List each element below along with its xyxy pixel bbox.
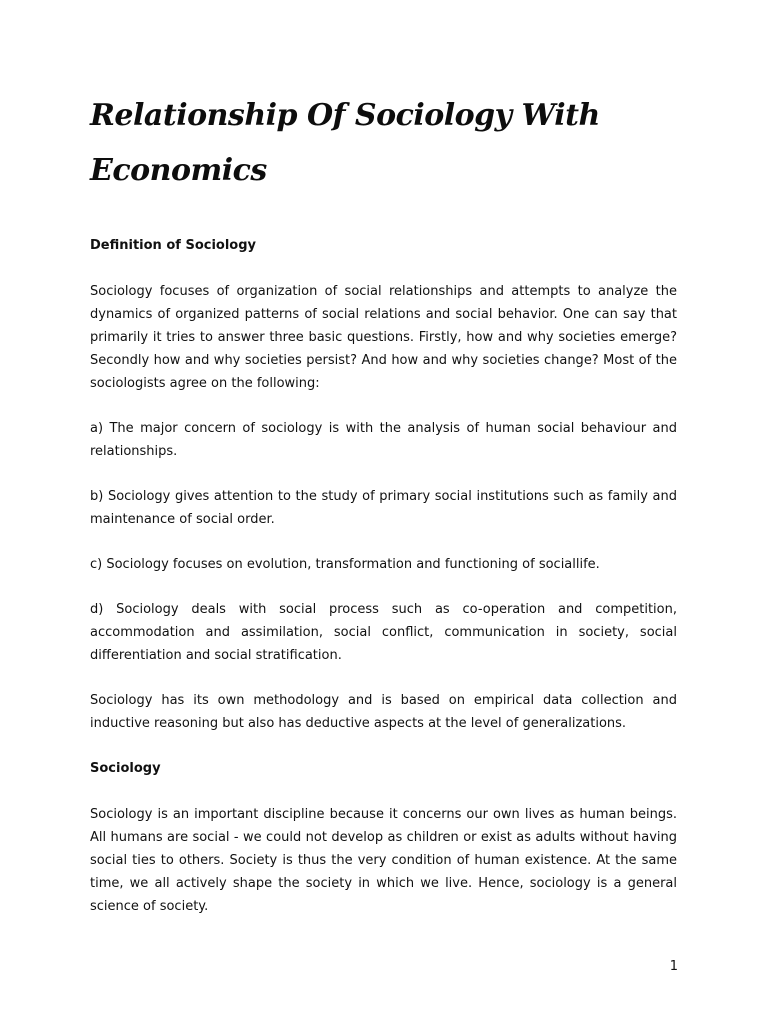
paragraph-methodology: Sociology has its own methodology and is based on empirical data collection and inductive reasoning but also has deductive aspects at the level of generalizations. (90, 693, 677, 731)
section-heading-definition: Definition of Sociology (90, 238, 257, 253)
section-heading-sociology: Sociology (90, 761, 161, 776)
paragraph-point-c: c) Sociology focuses on evolution, transformation and functioning of sociallife. (90, 557, 600, 572)
document-title: Relationship Of Sociology With Economics (90, 98, 600, 188)
paragraph-point-d: d) Sociology deals with social process such as co-operation and competition, accommodation and assimilation, social conflict, communication in society, social differentiation and social stratification. (90, 602, 677, 663)
paragraph-point-a: a) The major concern of sociology is with the analysis of human social behaviour and relationships. (90, 421, 677, 459)
paragraph-sociology-importance: Sociology is an important discipline because it concerns our own lives as human beings. All humans are social - we could not develop as children or exist as adults without having social ties to others. Society is thus the very condition of human existence. At the same time, we all actively shape the society in which we live. Hence, sociology is a general science of society. (90, 807, 677, 914)
document-body (90, 234, 677, 918)
page-number: 1 (669, 959, 678, 974)
paragraph-point-b: b) Sociology gives attention to the study of primary social institutions such as family and maintenance of social order. (90, 489, 677, 527)
paragraph-definition-intro: Sociology focuses of organization of social relationships and attempts to analyze the dynamics of organized patterns of social relations and social behavior. One can say that primarily it tries to answer three basic questions. Firstly, how and why societies emerge? Secondly how and why societies persist? And how and why societies change? Most of the sociologists agree on the following: (90, 284, 677, 391)
